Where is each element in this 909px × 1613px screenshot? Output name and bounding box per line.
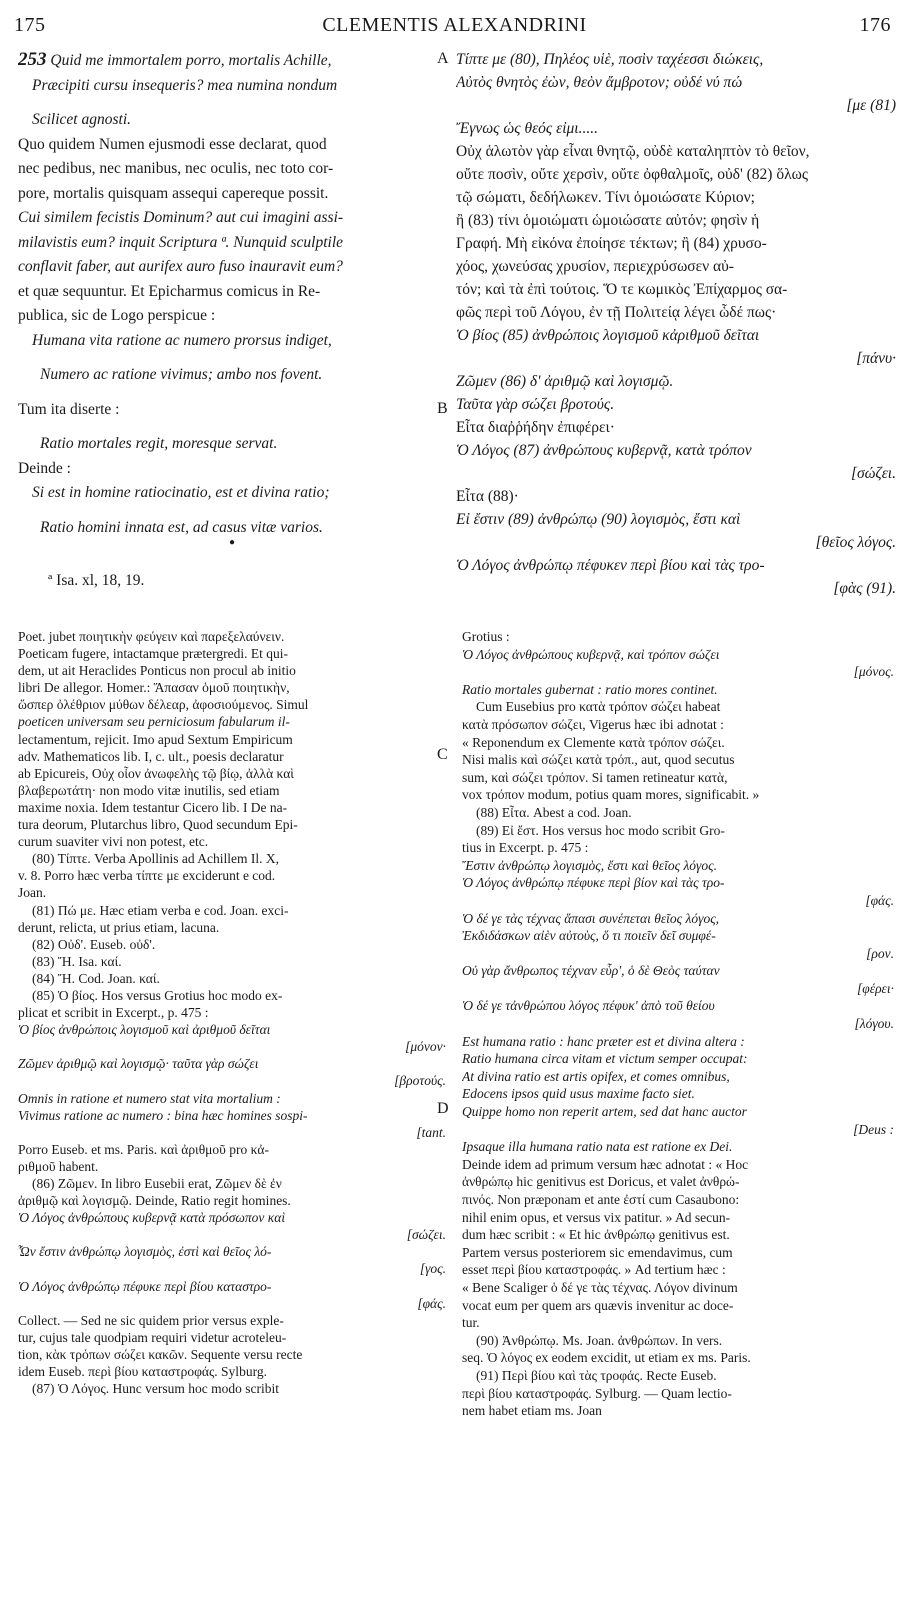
note-verse: Est humana ratio : hanc præter est et divina altera :: [462, 1033, 745, 1049]
text-line: Tum ita diserte :: [18, 400, 120, 418]
note-verse: [φάς.: [417, 1295, 446, 1311]
verse-line: Ζῶμεν (86) δ' ἀριθμῷ καὶ λογισμῷ.: [456, 373, 674, 390]
note-verse: Vivimus ratione ac numero : bina hæc homines sospi-: [18, 1107, 308, 1123]
note-line: nihil enim opus, et versus vix patitur. » Ad secun-: [462, 1209, 731, 1225]
text-line: φῶς περὶ τοῦ Λόγου, ἐν τῇ Πολιτείᾳ λέγει ὧδέ πως·: [456, 304, 777, 321]
note-line: κατὰ πρόσωπον σώζει, Vigerus hæc ibi adnotat :: [462, 716, 724, 732]
note-line: (88) Εἶτα. Abest a cod. Joan.: [476, 804, 632, 820]
text-line: ἢ (83) τίνι ὁμοιώματι ὡμοιώσατε αὐτόν; φησὶν ἡ: [456, 212, 760, 229]
note-line: (90) Ἀνθρώπῳ. Ms. Joan. ἀνθρώπων. In vers.: [476, 1332, 723, 1348]
note-line: Collect. — Sed ne sic quidem prior versus explе-: [18, 1312, 284, 1328]
note-verse: [λόγου.: [854, 1016, 894, 1032]
note-line: vocat eum per quem ars quævis invenitur ac doce-: [462, 1297, 734, 1313]
text-line: publica, sic de Logo perspicue :: [18, 307, 216, 324]
verse-line: Ταῦτα γὰρ σώζει βροτούς.: [456, 396, 615, 413]
text-line: Οὐχ ἁλωτὸν γὰρ εἶναι θνητῷ, οὐδὲ καταληπτὸν τὸ θεῖον,: [456, 143, 810, 160]
note-verse: [σώζει.: [406, 1227, 446, 1243]
note-line: « Reponendum ex Clemente κατὰ τρόπον σώζει.: [462, 734, 725, 750]
note-line: (81) Πώ με. Hæc etiam verba e cod. Joan. exci-: [32, 902, 289, 918]
note-line: maxime noxia. Idem testantur Cicero lib. I De na-: [18, 799, 288, 815]
note-verse: [ρον.: [866, 945, 894, 961]
note-line: Joan.: [18, 885, 47, 901]
text-line: pore, mortalis quisquam assequi capereque possit.: [18, 184, 329, 202]
note-line: Partem versus posteriorem sic emendavimus, cum: [462, 1244, 733, 1260]
note-line: derunt, relicta, ut prius etiam, lacuna.: [18, 919, 220, 935]
verse-line: [σώζει.: [850, 465, 896, 482]
note-verse: Edocens ipsos quid usus maxime facto siet.: [462, 1086, 695, 1102]
note-line: (86) Ζῶμεν. In libro Eusebii erat, Ζῶμεν δὲ ἐν: [32, 1176, 282, 1191]
margin-letter-c: C: [437, 746, 448, 763]
latin-translation-column: [18, 48, 438, 540]
text-line: conflavit faber, aut aurifex auro fuso inauravit eum?: [18, 258, 343, 275]
verse-line: Ὁ Λόγος ἀνθρώπῳ πέφυκεν περὶ βίου καὶ τὰς τρο-: [456, 557, 765, 574]
note-verse: Quippe homo non reperit artem, sed dat hanc auctor: [462, 1104, 747, 1120]
verse-line: [πάνυ·: [856, 350, 896, 367]
verse-line: Ὁ βίος (85) ἀνθρώποις λογισμοῦ κἀριθμοῦ δεῖται: [456, 327, 760, 344]
verse-line: Ratio mortales regit, moresque servat.: [40, 435, 278, 452]
note-verse: Ὁ δέ γε τὰς τέχνας ἅπασι συνέπεται θεῖος λόγος,: [462, 910, 720, 926]
text-line: milavistis eum? inquit Scriptura ª. Nunquid sculptile: [18, 233, 344, 251]
note-line: Cum Eusebius pro κατὰ τρόπον σώζει habeat: [476, 699, 721, 715]
verse-line: [θεῖος λόγος.: [815, 534, 896, 551]
note-verse: Ὁ Λόγος ἀνθρώπῳ πέφυκε περὶ βίον καὶ τὰς τρο-: [462, 875, 725, 891]
note-verse: At divina ratio est artis opifex, et comes omnibus,: [462, 1068, 730, 1084]
note-line: (85) Ὁ βίος. Hos versus Grotius hoc modo ex-: [32, 987, 283, 1003]
text-line: Εἶτα (88)·: [456, 488, 519, 505]
note-line: plicat et scribit in Excerpt., p. 475 :: [18, 1005, 209, 1021]
note-line: curum suaviter vivi non potest, etc.: [18, 834, 209, 850]
note-line: dum hæc scribit : « Et hic ἀνθρώπῳ genitivus est.: [462, 1227, 730, 1243]
note-line: lectamentum, rejicit. Imo apud Sextum Empiricum: [18, 731, 293, 747]
note-line: tura deorum, Plutarchus libro, Quod secundum Epi-: [18, 817, 298, 833]
note-verse: Ὁ δέ γε τἀνθρώπου λόγος πέφυκ' ἀπὸ τοῦ θείου: [462, 998, 715, 1014]
note-verse: Ὁ βίος ἀνθρώποις λογισμοῦ καὶ ἀριθμοῦ δεῖται: [18, 1022, 271, 1038]
text-line: Γραφή. Μὴ εἰκόνα ἐποίησε τέκτων; ἢ (84) χρυσο-: [456, 235, 767, 252]
text-line: Quo quidem Numen ejusmodi esse declarat, quod: [18, 135, 327, 153]
note-line: Poet. jubet ποιητικὴν φεύγειν καὶ παρεξελαύνειν.: [18, 629, 285, 644]
margin-letter-b: B: [437, 400, 448, 417]
note-line: seq. Ὁ λόγος ex eodem excidit, ut etiam ex ms. Paris.: [462, 1350, 751, 1366]
note-verse: [Deus :: [853, 1121, 894, 1137]
note-verse: [βροτούς.: [394, 1073, 446, 1089]
note-line: (83) Ἤ. Isa. καί.: [32, 953, 122, 969]
note-line: (87) Ὁ Λόγος. Hunc versum hoc modo scribit: [32, 1381, 279, 1397]
margin-letter-a: A: [437, 50, 449, 67]
note-verse: [tant.: [416, 1124, 446, 1140]
text-line: τῷ σώματι, δεδήλωκεν. Τίνι ὁμοιώσατε Κύριον;: [456, 189, 755, 206]
note-verse: Ipsaque illa humana ratio nata est ratione ex Dei.: [462, 1139, 733, 1155]
note-line: vox τρόπον modum, potius quam mores, significabit. »: [462, 787, 760, 803]
verse-line: 253 Quid me immortalem porro, mortalis Achille,: [18, 49, 332, 70]
note-verse: Ὁ Λόγος ἀνθρώπους κυβερνᾷ κατὰ πρόσωπον καὶ: [18, 1210, 286, 1226]
text-line: Deinde :: [18, 459, 71, 477]
note-line: nem habet etiam ms. Joan: [462, 1403, 602, 1419]
note-line: v. 8. Porro hæc verba τίπτε με exciderunt e cod.: [18, 868, 276, 884]
verse-line: Ratio homini innata est, ad casus vitæ varios.: [40, 518, 323, 536]
verse-line: Præcipiti cursu insequeris? mea numina nondum: [32, 76, 338, 94]
verse-line: Εἰ ἔστιν (89) ἀνθρώπῳ (90) λογισμὸς, ἔστι καὶ: [456, 511, 741, 528]
note-line: ὥσπερ ὀλέθριον μύθων δέλεαρ, ἀφοσιούμενος. Simul: [18, 697, 309, 713]
text-line: Εἶτα διαῤῥήδην ἐπιφέρει·: [456, 419, 615, 436]
note-line: Porro Euseb. et ms. Paris. καὶ ἀριθμοῦ pro κἀ-: [18, 1141, 269, 1157]
note-verse: Ratio mortales gubernat : ratio mores continet.: [462, 681, 718, 697]
note-verse: [μόνος.: [853, 664, 894, 680]
ink-dot: ●: [229, 537, 236, 548]
greek-text-column: [456, 48, 896, 600]
verse-line: Humana vita ratione ac numero prorsus indiget,: [32, 331, 332, 349]
note-line: (89) Εἰ ἔστ. Hos versus hoc modo scribit Gro-: [476, 822, 725, 838]
note-line: tur, cujus tale quodpiam requiri videtur acrotelеu-: [18, 1329, 287, 1345]
verse-line: Scilicet agnosti.: [32, 111, 132, 128]
note-line: ἀνθρώπῳ hic genitivus est Doricus, et valet ἀνθρώ-: [462, 1174, 740, 1190]
note-line: tion, κὰκ τρόπων σώζει κακῶν. Sequente versu recte: [18, 1346, 303, 1362]
margin-letter-d: D: [437, 1100, 449, 1117]
note-line: idem Euseb. περὶ βίου καταστροφάς. Sylburg.: [18, 1364, 267, 1380]
left-page-number: 175: [14, 14, 46, 36]
note-verse: Οὐ γὰρ ἄνθρωπος τέχναν εὗρ', ὁ δὲ Θεὸς ταύταν: [462, 963, 720, 979]
verse-line: [με (81): [846, 97, 896, 114]
note-line: ριθμοῦ habent.: [18, 1158, 99, 1174]
note-verse: Ζῶμεν ἀριθμῷ καὶ λογισμῷ· ταῦτα γὰρ σώζει: [18, 1056, 259, 1072]
note-line: περὶ βίου καταστροφάς. Sylburg. — Quam lectio-: [462, 1385, 732, 1401]
note-line: esset περὶ βίου καταστροφάς. » Ad tertium hæc :: [462, 1262, 726, 1278]
note-verse: [μόνον·: [405, 1039, 446, 1055]
note-line: sum, καὶ σώζει τρόπον. Si tamen retineatur κατὰ,: [462, 769, 728, 785]
text-line: τόν; καὶ τὰ ἐπὶ τούτοις. Ὅ τε κωμικὸς Ἐπίχαρμος σα-: [456, 281, 788, 298]
note-line: dem, ut ait Heraclides Ponticus non procul ab initio: [18, 663, 296, 679]
note-line: Poeticam fugere, intactamque prætergredi. Et qui-: [18, 646, 289, 662]
running-title: CLEMENTIS ALEXANDRINI: [322, 14, 587, 36]
note-verse: Ἔστιν ἀνθρώπῳ λογισμὸς, ἔστι καὶ θεῖος λόγος.: [462, 857, 717, 873]
text-line: χόος, χωνεύσας χρυσίον, περιεχρύσωσεν αὐ-: [456, 258, 734, 275]
note-line: πινός. Non præponam et ante ἐστί cum Casaubono:: [462, 1192, 740, 1207]
section-number: 253: [18, 49, 47, 70]
note-verse: [γος.: [419, 1261, 446, 1277]
note-line: βλαβερωτάτη· non modo vitæ inutilis, sed etiam: [18, 782, 280, 798]
footnote: ª Isa. xl, 18, 19.: [48, 572, 145, 589]
verse-line: Ὁ Λόγος (87) ἀνθρώπους κυβερνᾷ, κατὰ τρόπον: [456, 442, 752, 459]
verse-line: Si est in homine ratiocinatio, est et divina ratio;: [32, 484, 330, 501]
right-page-number: 176: [859, 14, 891, 36]
text-line: nec pedibus, nec manibus, nec oculis, nec toto cor-: [18, 160, 334, 177]
note-line: Deinde idem ad primum versum hæc adnotat : « Hoc: [462, 1156, 749, 1172]
note-line: poeticen universam seu perniciosum fabularum il-: [18, 714, 290, 730]
text-line: Cui similem fecistis Dominum? aut cui imagini assi-: [18, 209, 344, 226]
note-line: (91) Περὶ βίου καὶ τὰς τροφάς. Recte Euseb.: [476, 1367, 717, 1383]
note-line: (84) Ἤ. Cod. Joan. καί.: [32, 970, 160, 986]
note-verse: [φάς.: [865, 892, 894, 908]
verse-line: Αὐτὸς θνητὸς ἐὼν, θεὸν ἄμβροτον; οὐδέ νύ πώ: [456, 74, 743, 91]
notes-right-column: [462, 628, 894, 1420]
text-line: οὔτε ποσὶν, οὔτε χερσὶν, οὔτε ὀφθαλμοῖς, οὐδ' (82) ὅλως: [456, 166, 808, 183]
note-line: Grotius :: [462, 629, 510, 644]
note-line: (82) Οὐδ'. Euseb. οὐδ'.: [32, 936, 156, 952]
note-line: ab Epicureis, Οὐχ οἷον ἀνωφελὴς τῷ βίῳ, ἀλλὰ καὶ: [18, 765, 294, 781]
notes-left-column: [18, 628, 446, 1397]
note-line: ἀριθμῷ καὶ λογισμῷ. Deinde, Ratio regit homines.: [18, 1193, 291, 1209]
note-line: tur.: [462, 1315, 480, 1331]
note-verse: Ὧν ἔστιν ἀνθρώπῳ λογισμὸς, ἐστὶ καὶ θεῖος λό-: [18, 1244, 272, 1260]
note-verse: Ἐκδιδάσκων αἰὲν αὐτοὺς, ὅ τι ποιεῖν δεῖ συμφέ-: [462, 928, 716, 944]
note-line: adv. Mathematicos lib. I, c. ult., poesis declaratur: [18, 748, 284, 764]
note-line: (80) Τίπτε. Verba Apollinis ad Achillem Il. X,: [32, 851, 280, 867]
text-line: et quæ sequuntur. Et Epicharmus comicus in Re-: [18, 282, 321, 300]
note-verse: Omnis in ratione et numero stat vita mortalium :: [18, 1090, 281, 1106]
note-verse: Ratio humana circa vitam et victum semper occupat:: [462, 1051, 748, 1067]
note-verse: Ὁ Λόγος ἀνθρώπῳ πέφυκε περὶ βίου καταστρο-: [18, 1278, 272, 1294]
note-line: Nisi malis καὶ σώζει κατὰ τρόπ., aut, quod secutus: [462, 752, 735, 768]
verse-line: Numero ac ratione vivimus; ambo nos fovent.: [40, 366, 323, 383]
verse-line: [φὰς (91).: [833, 580, 896, 597]
verse-line: Τίπτε με (80), Πηλέος υἱὲ, ποσὶν ταχέεσσι διώκεις,: [456, 51, 764, 68]
note-line: libri De allegor. Homer.: Ἅπασαν ὁμοῦ ποιητικὴν,: [18, 680, 290, 696]
note-line: tius in Excerpt. p. 475 :: [462, 840, 589, 856]
note-verse: Ὁ Λόγος ἀνθρώπους κυβερνᾷ, καὶ τρόπον σώζει: [462, 646, 720, 662]
note-line: « Bene Scaliger ὁ δέ γε τὰς τέχνας. Λόγον divinum: [462, 1279, 738, 1295]
note-verse: [φέρει·: [857, 980, 894, 996]
verse-line: Ἔγνως ὡς θεός εἰμι.....: [456, 120, 598, 137]
